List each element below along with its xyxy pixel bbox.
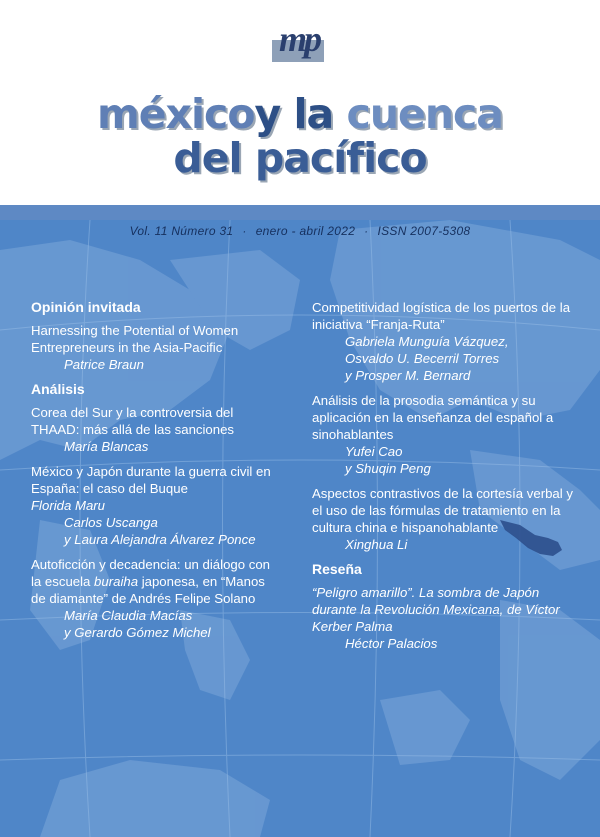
toc-article [312, 299, 574, 384]
cover-header [0, 0, 600, 205]
article-author: Carlos Uscanga [64, 515, 158, 530]
article-author: Patrice Braun [64, 357, 144, 372]
journal-logo [266, 14, 332, 66]
title-word-cuenca: cuenca [346, 90, 503, 138]
article-title: Competitividad logística de los puertos de la iniciativa “Franja-Ruta” [312, 300, 571, 332]
section-heading-opinion: Opinión invitada [31, 299, 141, 315]
article-author: María Blancas [64, 439, 149, 454]
article-author: Yufei Cao [345, 444, 403, 459]
section-heading-resena: Reseña [312, 561, 362, 577]
article-author: y Laura Alejandra Álvarez Ponce [64, 532, 256, 547]
article-title: Análisis de la prosodia semántica y su aplicación en la enseñanza del español a sinohablantes [312, 393, 554, 442]
title-line-1 [0, 92, 600, 136]
toc-article [312, 392, 574, 477]
title-word-y-la: y la [254, 90, 334, 138]
article-author: y Prosper M. Bernard [345, 368, 471, 383]
cover-body [0, 220, 600, 837]
article-title-part: japonesa, en “Manos de diamante” de Andrés Felipe Solano [31, 574, 265, 606]
toc-article [312, 584, 574, 652]
header-divider-band [0, 205, 600, 220]
article-title: Corea del Sur y la controversia del THAAD: más allá de las sanciones [31, 405, 235, 437]
article-author: y Shuqin Peng [345, 461, 431, 476]
article-author: Xinghua Li [345, 537, 408, 552]
toc-article [31, 404, 283, 455]
issue-issn: ISSN 2007-5308 [377, 224, 471, 238]
review-author: Héctor Palacios [345, 636, 438, 651]
article-author: Gabriela Munguía Vázquez, [345, 334, 509, 349]
toc-right-column [312, 299, 574, 660]
article-title: México y Japón durante la guerra civil en España: el caso del Buque [31, 464, 271, 496]
issue-volume: Vol. 11 Número 31 [129, 224, 234, 238]
toc-article [31, 463, 283, 548]
toc-article [312, 485, 574, 553]
toc-article [31, 322, 283, 373]
article-title: Aspectos contrastivos de la cortesía verbal y el uso de las fórmulas de tratamiento en la cultura china e hispanohablante [312, 486, 573, 535]
article-title-part: Autoficción y decadencia: un diálogo con la escuela [31, 557, 271, 589]
title-word-mexico: méxico [97, 90, 255, 138]
issue-dates: enero - abril 2022 [255, 224, 356, 238]
journal-title [0, 92, 600, 180]
article-author: Osvaldo U. Becerril Torres [345, 351, 500, 366]
issue-separator: · [364, 224, 369, 238]
article-author: Florida Maru [31, 498, 106, 513]
issue-info-line [0, 224, 600, 238]
title-line-2: del pacífico [173, 134, 427, 182]
toc-left-column [31, 299, 283, 649]
logo-monogram: mp [278, 19, 319, 59]
section-heading-analisis: Análisis [31, 381, 85, 397]
review-title: “Peligro amarillo”. La sombra de Japón durante la Revolución Mexicana, de Víctor Kerber Palma [312, 585, 560, 634]
issue-separator: · [242, 224, 247, 238]
article-title: Harnessing the Potential of Women Entrepreneurs in the Asia-Pacific [31, 323, 239, 355]
article-author: María Claudia Macías [64, 608, 193, 623]
toc-article [31, 556, 283, 641]
article-author: y Gerardo Gómez Michel [64, 625, 211, 640]
article-title-emphasis: buraiha [94, 574, 139, 589]
article-title [31, 556, 283, 607]
